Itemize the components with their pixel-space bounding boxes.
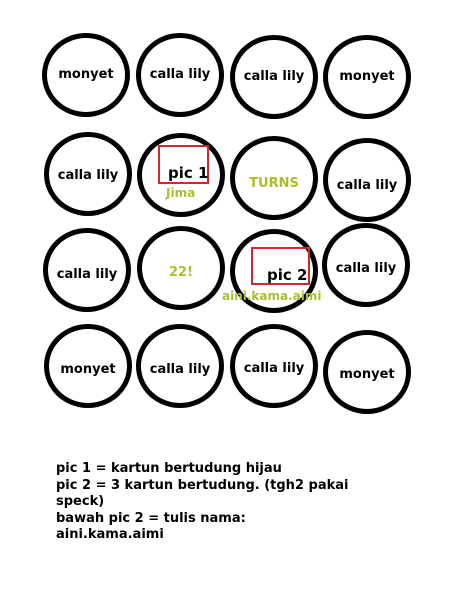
circle-r1-c1 bbox=[42, 33, 130, 117]
pic1-label: pic 1 bbox=[168, 164, 209, 182]
circle-r3-c4 bbox=[322, 223, 410, 307]
circle-label: calla lily bbox=[149, 67, 211, 82]
circle-label: monyet bbox=[58, 67, 114, 82]
circle-r1-c2 bbox=[136, 33, 224, 117]
circle-r4-c3 bbox=[230, 324, 318, 408]
circle-label: calla lily bbox=[57, 168, 119, 183]
circle-r4-c4 bbox=[323, 330, 411, 414]
circle-label: calla lily bbox=[243, 361, 305, 376]
circle-r1-c4 bbox=[323, 35, 411, 119]
circle-r1-c3 bbox=[230, 35, 318, 119]
pic2-label: pic 2 bbox=[267, 266, 308, 284]
circle-label: monyet bbox=[339, 367, 395, 382]
circle-label: 22! bbox=[168, 265, 194, 280]
circle-label: calla lily bbox=[56, 267, 118, 282]
notes-line: speck) bbox=[56, 494, 105, 509]
circle-r3-c1 bbox=[43, 228, 131, 312]
notes-line: aini.kama.aimi bbox=[56, 527, 164, 542]
circle-label: calla lily bbox=[243, 69, 305, 84]
pic2-caption: aini.kama.aimi bbox=[222, 289, 322, 303]
circle-label: calla lily bbox=[335, 261, 397, 276]
circle-r3-c2 bbox=[137, 226, 225, 310]
circle-label: calla lily bbox=[336, 178, 398, 193]
notes-line: pic 1 = kartun bertudung hijau bbox=[56, 461, 282, 476]
circle-label: TURNS bbox=[249, 176, 299, 191]
circle-r2-c1 bbox=[44, 132, 132, 216]
notes-block bbox=[56, 461, 386, 544]
circle-r2-c4 bbox=[323, 138, 411, 222]
notes-line: bawah pic 2 = tulis nama: bbox=[56, 510, 246, 526]
circle-label: monyet bbox=[339, 69, 395, 84]
circle-r4-c2 bbox=[136, 324, 224, 408]
circle-r4-c1 bbox=[44, 324, 132, 408]
circle-label: monyet bbox=[60, 362, 116, 377]
circle-r2-c3 bbox=[230, 136, 318, 220]
circle-label: calla lily bbox=[149, 362, 211, 377]
notes-line: pic 2 = 3 kartun bertudung. (tgh2 pakai bbox=[56, 477, 349, 493]
pic1-caption: Jima bbox=[166, 186, 196, 200]
